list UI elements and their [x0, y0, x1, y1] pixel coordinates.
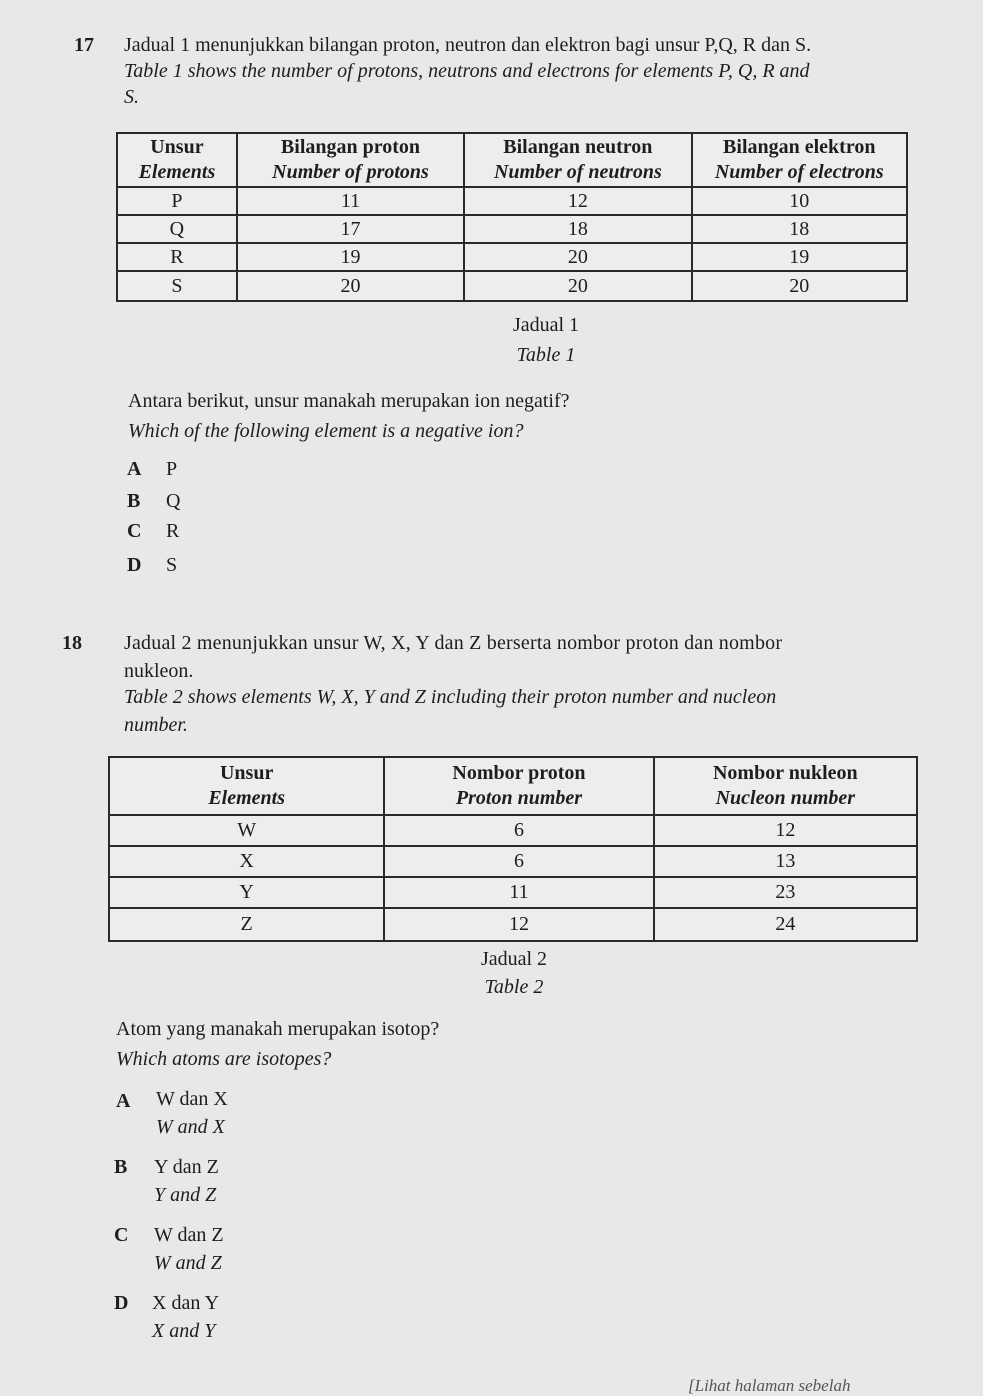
option-letter: B	[114, 1156, 128, 1178]
table-cell: 11	[237, 187, 464, 215]
table-cell: 17	[237, 215, 464, 243]
table-cell: 6	[384, 846, 653, 877]
question-17-intro-english: Table 1 shows the number of protons, neutrons and electrons for elements P, Q, R and	[124, 60, 810, 82]
table-2-header-nucleon-number: Nombor nukleon Nucleon number	[654, 757, 917, 815]
question-18-intro-english-cont: number.	[124, 714, 188, 736]
table-cell: 18	[464, 215, 691, 243]
option-text-english: X and Y	[152, 1320, 216, 1342]
question-18-prompt-english: Which atoms are isotopes?	[116, 1048, 332, 1070]
table-cell: Q	[117, 215, 237, 243]
question-18-number: 18	[62, 632, 82, 654]
table-row	[117, 271, 907, 301]
option-letter: A	[127, 458, 142, 480]
question-17-prompt-english: Which of the following element is a negative ion?	[128, 420, 524, 442]
table-row	[109, 877, 917, 908]
question-17-intro-malay: Jadual 1 menunjukkan bilangan proton, neutron dan elektron bagi unsur P,Q, R dan S.	[124, 34, 812, 56]
table-1	[116, 132, 908, 302]
table-cell: 18	[692, 215, 907, 243]
table-1-caption-english: Table 1	[516, 344, 576, 366]
option-text: Q	[166, 490, 181, 512]
table-1-header-row	[117, 133, 907, 187]
table-row	[109, 815, 917, 846]
option-text: R	[166, 520, 180, 542]
table-cell: P	[117, 187, 237, 215]
table-cell: 20	[464, 243, 691, 271]
table-cell: 12	[384, 908, 653, 941]
option-text-malay: X dan Y	[152, 1292, 220, 1314]
table-2-header-row	[109, 757, 917, 815]
option-text-malay: W dan X	[156, 1088, 228, 1110]
table-cell: 10	[692, 187, 907, 215]
table-cell: R	[117, 243, 237, 271]
table-cell: 23	[654, 877, 917, 908]
table-2-header-proton-number: Nombor proton Proton number	[384, 757, 653, 815]
table-cell: 24	[654, 908, 917, 941]
option-letter: D	[114, 1292, 129, 1314]
table-cell: X	[109, 846, 384, 877]
table-row	[117, 243, 907, 271]
question-17-prompt-malay: Antara berikut, unsur manakah merupakan ion negatif?	[128, 390, 570, 412]
option-text-english: W and X	[156, 1116, 225, 1138]
table-cell: S	[117, 271, 237, 301]
table-2	[108, 756, 918, 942]
option-letter: B	[127, 490, 141, 512]
table-cell: 6	[384, 815, 653, 846]
option-letter: A	[116, 1090, 131, 1112]
option-letter: C	[127, 520, 142, 542]
table-row	[109, 846, 917, 877]
question-18-intro-malay-cont: nukleon.	[124, 660, 194, 682]
option-text-malay: Y dan Z	[154, 1156, 219, 1178]
table-1-header-elements: Unsur Elements	[117, 133, 237, 187]
option-letter: C	[114, 1224, 129, 1246]
question-18-intro-malay: Jadual 2 menunjukkan unsur W, X, Y dan Z berserta nombor proton dan nombor	[124, 632, 783, 654]
table-cell: W	[109, 815, 384, 846]
question-18-prompt-malay: Atom yang manakah merupakan isotop?	[116, 1018, 440, 1040]
option-text-malay: W dan Z	[154, 1224, 224, 1246]
option-text-english: Y and Z	[154, 1184, 217, 1206]
table-cell: 12	[654, 815, 917, 846]
question-18-intro-english: Table 2 shows elements W, X, Y and Z including their proton number and nucleon	[124, 686, 777, 708]
table-1-header-protons: Bilangan proton Number of protons	[237, 133, 464, 187]
table-2-caption-english: Table 2	[484, 976, 544, 998]
table-cell: 19	[237, 243, 464, 271]
table-cell: 12	[464, 187, 691, 215]
table-row	[117, 187, 907, 215]
table-2-caption-malay: Jadual 2	[480, 948, 548, 970]
option-text-english: W and Z	[154, 1252, 222, 1274]
page-footer-note: [Lihat halaman sebelah	[688, 1376, 851, 1395]
table-1-header-neutrons: Bilangan neutron Number of neutrons	[464, 133, 691, 187]
table-row	[109, 908, 917, 941]
option-text: P	[166, 458, 178, 480]
table-row	[117, 215, 907, 243]
table-cell: 20	[692, 271, 907, 301]
question-17-number: 17	[74, 34, 94, 56]
table-cell: 20	[237, 271, 464, 301]
table-cell: 19	[692, 243, 907, 271]
table-cell: 11	[384, 877, 653, 908]
table-cell: Y	[109, 877, 384, 908]
table-cell: 13	[654, 846, 917, 877]
option-text: S	[166, 554, 178, 576]
table-2-header-elements: Unsur Elements	[109, 757, 384, 815]
option-letter: D	[127, 554, 142, 576]
table-cell: Z	[109, 908, 384, 941]
question-17-intro-english-cont: S.	[124, 86, 139, 108]
table-1-header-electrons: Bilangan elektron Number of electrons	[692, 133, 907, 187]
table-1-caption-malay: Jadual 1	[512, 314, 580, 336]
table-cell: 20	[464, 271, 691, 301]
